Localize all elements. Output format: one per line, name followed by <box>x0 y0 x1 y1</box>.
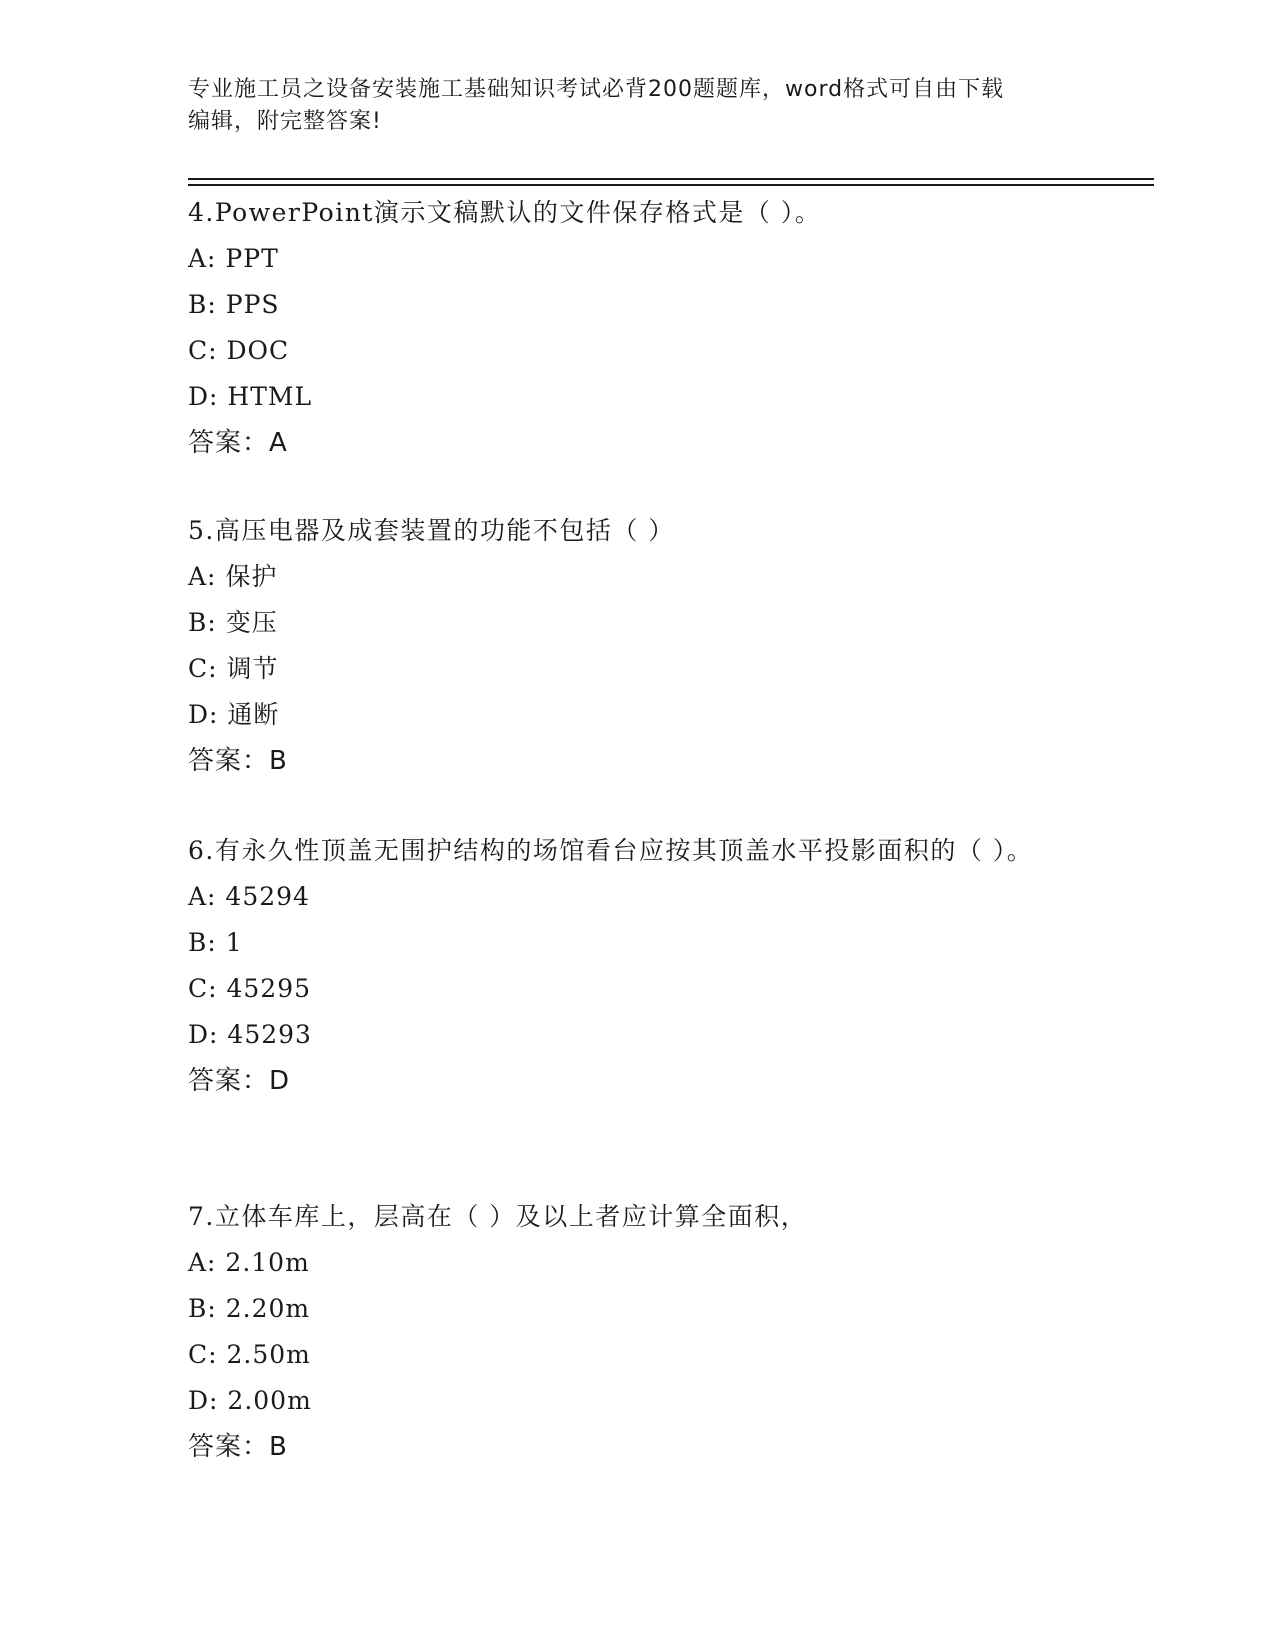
question-stem: 4.PowerPoint演示文稿默认的文件保存格式是（ ）。 <box>188 198 822 227</box>
answer: 答案：D <box>188 1066 291 1096</box>
option-d: D: HTML <box>188 382 313 411</box>
option-d: D: 通断 <box>188 700 280 729</box>
option-a: A: PPT <box>188 244 279 273</box>
document-header <box>188 74 1088 138</box>
question-5 <box>188 508 1088 784</box>
option-d: D: 2.00m <box>188 1386 312 1415</box>
option-b: B: PPS <box>188 290 280 319</box>
question-7 <box>188 1194 1088 1470</box>
question-stem: 6.有永久性顶盖无围护结构的场馆看台应按其顶盖水平投影面积的（ ）。 <box>188 836 1034 865</box>
option-b: B: 变压 <box>188 608 278 637</box>
question-stem: 7.立体车库上，层高在（ ）及以上者应计算全面积， <box>188 1202 808 1231</box>
option-a: A: 45294 <box>188 882 310 911</box>
answer: 答案：B <box>188 746 288 776</box>
option-a: A: 保护 <box>188 562 278 591</box>
question-4 <box>188 190 1088 466</box>
option-c: C: 调节 <box>188 654 279 683</box>
option-d: D: 45293 <box>188 1020 312 1049</box>
option-a: A: 2.10m <box>188 1248 310 1277</box>
question-6 <box>188 828 1088 1104</box>
option-b: B: 2.20m <box>188 1294 311 1323</box>
header-divider-top <box>188 178 1154 180</box>
option-c: C: 45295 <box>188 974 312 1003</box>
option-c: C: DOC <box>188 336 290 365</box>
question-stem: 5.高压电器及成套装置的功能不包括（ ） <box>188 516 675 545</box>
answer: 答案：A <box>188 428 288 458</box>
answer: 答案：B <box>188 1432 288 1462</box>
header-line-2: 编辑，附完整答案! <box>188 109 382 134</box>
header-line-1: 专业施工员之设备安装施工基础知识考试必背200题题库，word格式可自由下载 <box>188 77 1005 102</box>
option-b: B: 1 <box>188 928 243 957</box>
header-divider-bottom <box>188 184 1154 186</box>
option-c: C: 2.50m <box>188 1340 311 1369</box>
